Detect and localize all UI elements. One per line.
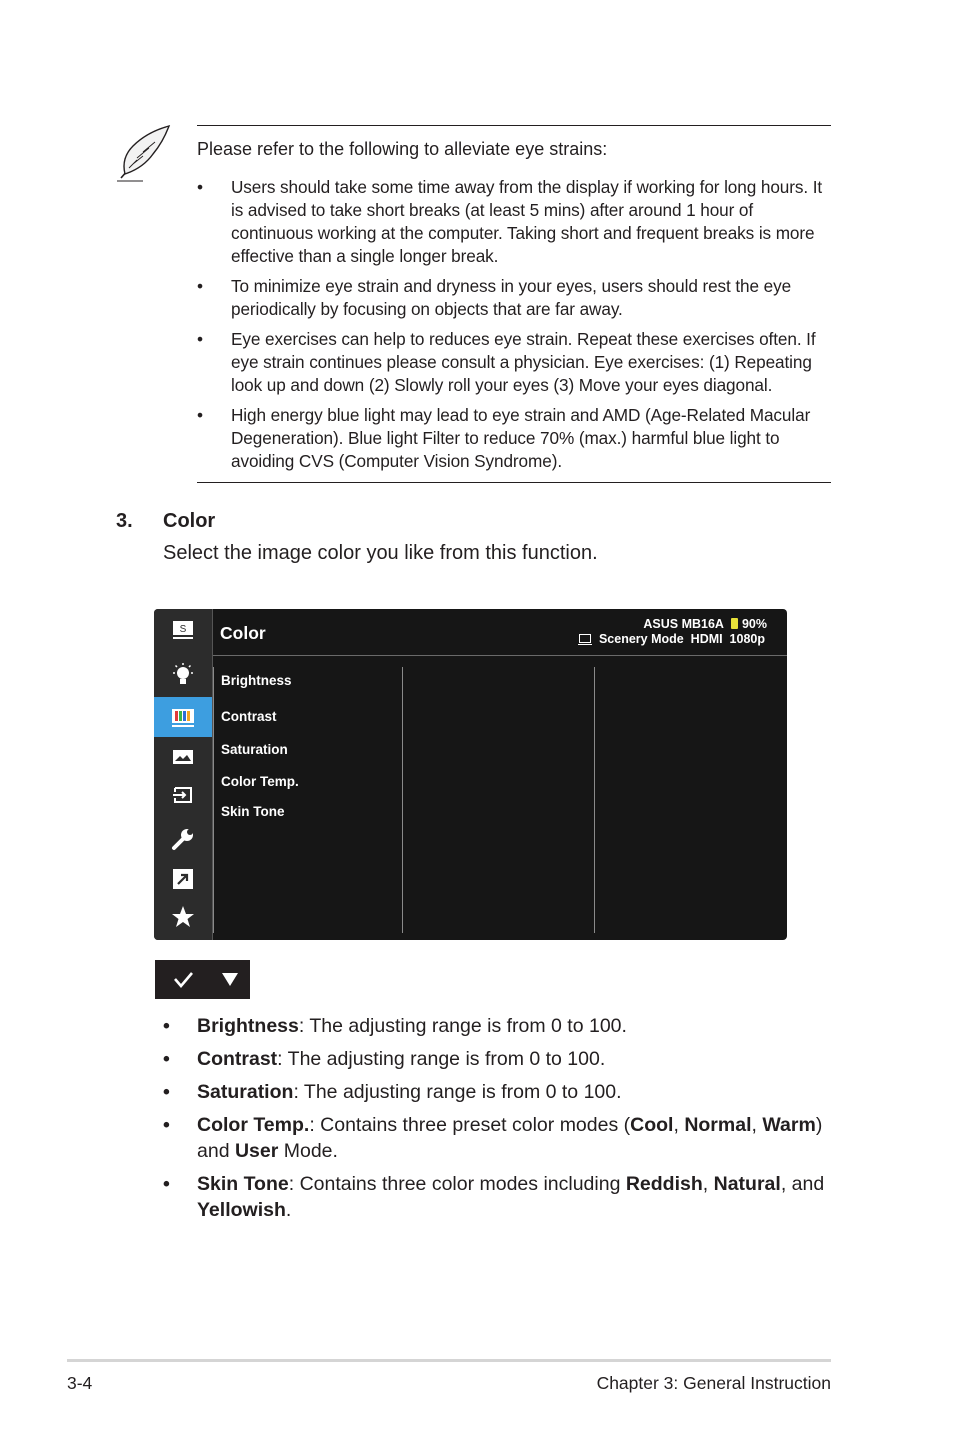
chapter-title: Chapter 3: General Instruction [596,1373,831,1393]
separator: , [673,1114,685,1136]
splendid-icon [170,619,196,643]
note-item [197,275,837,321]
term-text: : The adjusting range is from 0 to 100. [277,1048,606,1070]
sidebar-item-favorite[interactable] [154,897,212,937]
sidebar-item-image[interactable] [154,737,212,777]
term: Contrast [197,1048,278,1070]
color-bars-icon [170,706,196,728]
desc-item-brightness [163,1013,843,1039]
term-text: . [285,1199,292,1221]
input-select-icon [170,783,196,807]
note-list [197,176,837,480]
bullet: • [197,405,203,425]
bullet: • [163,1015,170,1037]
option-warm: Warm [762,1114,816,1136]
term-text: : Contains three color modes including [288,1173,626,1195]
image-icon [170,746,196,768]
star-icon [170,904,196,930]
osd-menu-panel [154,609,787,940]
term-text: , and [780,1173,825,1195]
term: Brightness [197,1015,299,1037]
osd-title: Color [220,623,266,643]
wrench-icon [170,826,196,852]
sidebar-item-splendid[interactable] [154,611,212,651]
osd-sidebar [154,609,213,940]
option-reddish: Reddish [625,1173,703,1195]
osd-column-divider [213,667,214,933]
option-natural: Natural [713,1173,781,1195]
term-text: : Contains three preset color modes ( [309,1114,631,1136]
option-normal: Normal [684,1114,752,1136]
osd-control-keys [155,960,250,999]
osd-menu-item-skin-tone[interactable]: Skin Tone [221,804,285,819]
osd-menu-item-saturation[interactable]: Saturation [221,742,288,757]
separator: , [751,1114,763,1136]
sidebar-item-input-select[interactable] [154,775,212,815]
note-intro: Please refer to the following to alleviate eye strains: [197,139,608,159]
note-item [197,328,837,397]
note-item [197,404,837,473]
check-icon[interactable] [175,973,192,986]
section-description: Select the image color you like from this function. [163,542,598,564]
bullet: • [197,329,203,349]
osd-model-line [643,617,767,631]
bullet: • [197,276,203,296]
osd-header [213,609,787,656]
osd-column-divider [594,667,595,933]
osd-menu-item-color-temp[interactable]: Color Temp. [221,774,299,789]
page-number: 3-4 [67,1373,93,1393]
desc-item-contrast [163,1046,843,1072]
osd-status: Scenery Mode HDMI 1080p [598,632,765,646]
monitor-icon [579,634,591,643]
note-feather-icon [113,124,173,182]
term: Color Temp. [197,1114,310,1136]
desc-item-color-temp [163,1112,843,1164]
battery-icon [731,618,738,629]
bullet: • [197,177,203,197]
function-description-list [163,1013,843,1230]
bullet: • [163,1048,170,1070]
svg-text:S: S [179,624,187,635]
note-top-rule [197,125,831,126]
osd-menu-item-brightness[interactable]: Brightness [221,673,292,688]
sidebar-item-color[interactable] [154,697,212,737]
sidebar-item-system-setup[interactable] [154,819,212,859]
section-number: 3. [116,510,133,532]
osd-status-line [579,632,765,646]
sidebar-item-blue-light[interactable] [154,655,212,695]
term-text: : The adjusting range is from 0 to 100. [293,1081,622,1103]
bullet: • [163,1114,170,1136]
shortcut-icon [170,867,196,891]
osd-menu-item-contrast[interactable]: Contrast [221,709,277,724]
section-title: Color [163,510,216,532]
bulb-icon [170,662,196,688]
separator: , [702,1173,714,1195]
osd-column-divider [402,667,403,933]
note-item-text: High energy blue light may lead to eye strain and AMD (Age-Related Macular Degeneration). Blue light Filter to reduce 70% (max.) harmful blue light to avoiding CVS (Computer Vision Syndrome). [231,405,811,471]
osd-model-name: ASUS MB16A [643,617,724,631]
option-user: User [234,1140,279,1162]
sidebar-item-shortcut[interactable] [154,859,212,899]
term: Skin Tone [197,1173,289,1195]
note-bottom-rule [197,482,831,483]
option-yellowish: Yellowish [197,1199,286,1221]
option-cool: Cool [630,1114,674,1136]
term-text: Mode. [278,1140,338,1162]
footer-rule [67,1359,831,1362]
note-item-text: Users should take some time away from the display if working for long hours. It is advised to take short breaks (at least 5 mins) after around 1 hour of continuous working at the computer. Taking short and frequent breaks is more effective than a single longer break. [231,177,823,266]
bullet: • [163,1081,170,1103]
osd-battery-level: 90% [741,617,767,631]
desc-item-skin-tone [163,1171,843,1223]
note-item-text: To minimize eye strain and dryness in your eyes, users should rest the eye periodically by focusing on objects that are far away. [231,276,792,319]
desc-item-saturation [163,1079,843,1105]
note-item [197,176,837,268]
note-item-text: Eye exercises can help to reduces eye strain. Repeat these exercises often. If eye strain continues please consult a physician. Eye exercises: (1) Repeating look up and down (2) Slowly roll your eyes (3) Move your eyes diagonal. [231,329,816,395]
term: Saturation [197,1081,294,1103]
down-triangle-icon[interactable] [222,973,238,986]
term-text: : The adjusting range is from 0 to 100. [298,1015,627,1037]
term-text: ) and [197,1114,823,1162]
bullet: • [163,1173,170,1195]
